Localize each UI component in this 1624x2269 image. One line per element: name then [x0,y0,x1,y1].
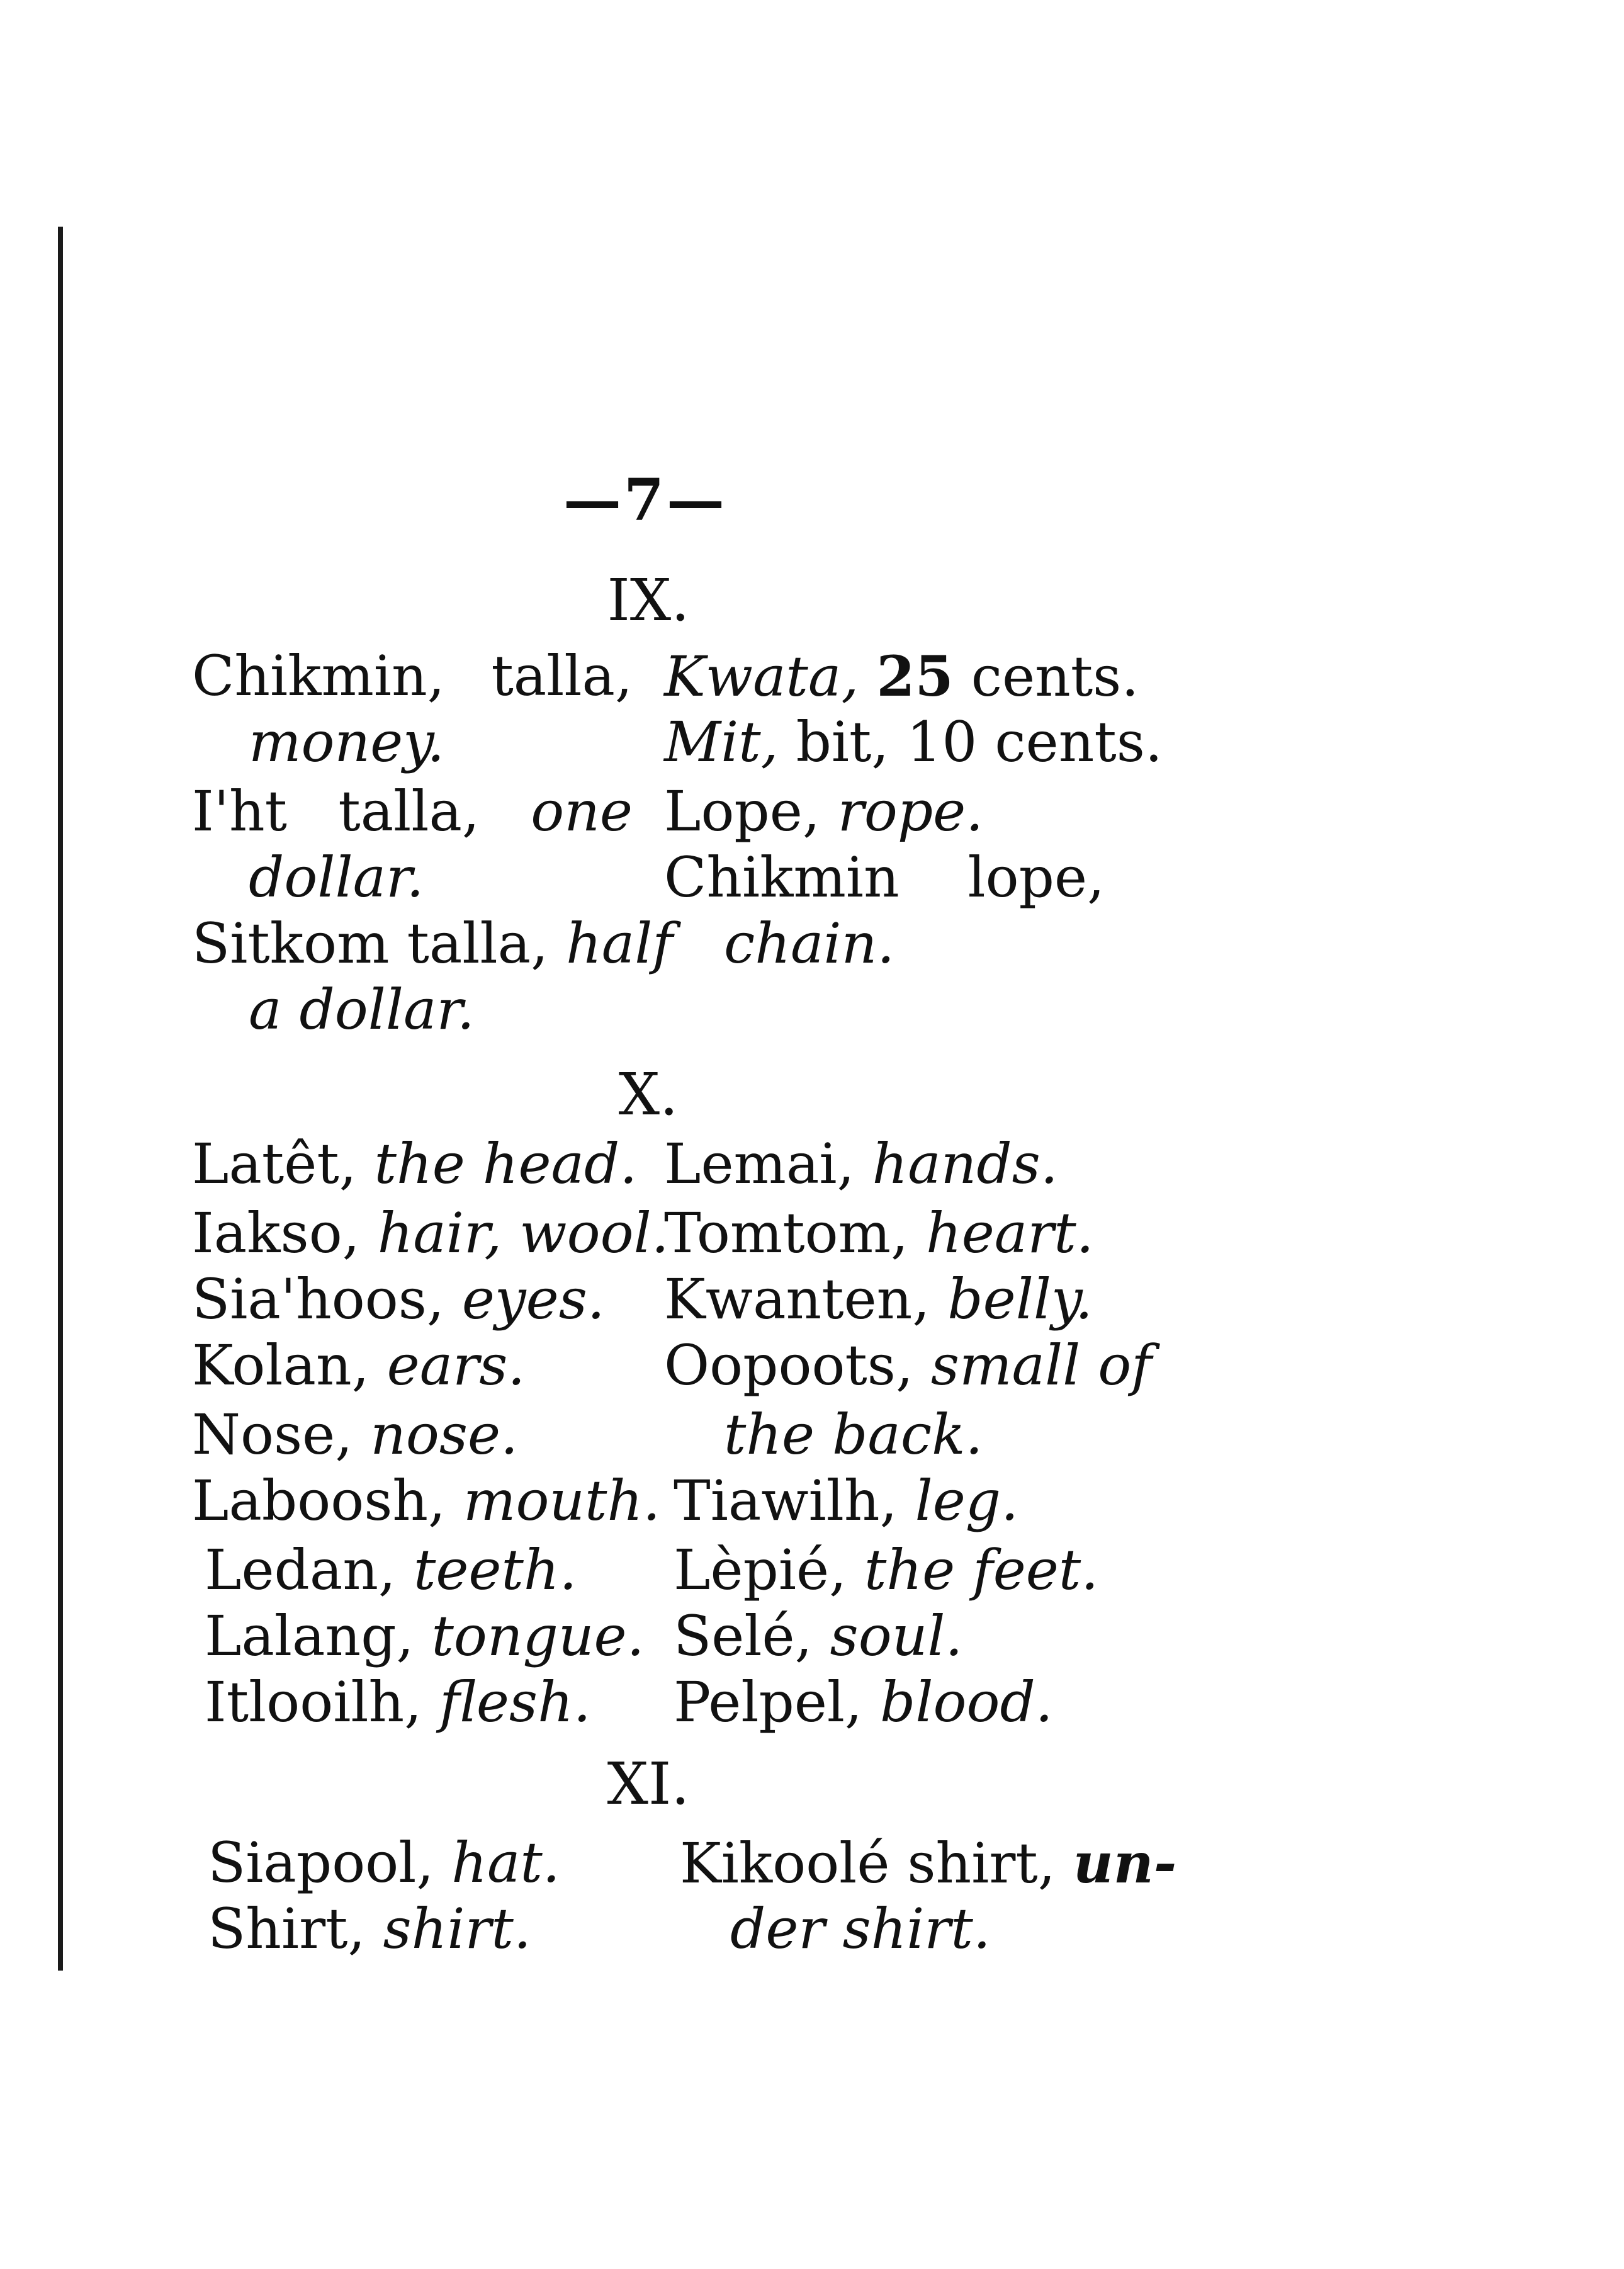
gloss-dollar: dollar. [249,845,424,910]
entry-kolan: Kolan, ears. [192,1333,526,1398]
entry-lemai: Lemai, hands. [664,1131,1058,1196]
entry-mit: Mit, bit, 10 cents. [664,710,1163,774]
entry-sele: Selé, soul. [674,1604,963,1668]
entry-oopoots: Oopoots, small of [664,1333,1152,1398]
entry-latet: Latêt, the head. [192,1131,638,1196]
entry-kwanten: Kwanten, belly. [664,1267,1093,1332]
entry-siahoos: Sia'hoos, eyes. [192,1267,605,1332]
entry-iht-talla: I'ht talla, one [192,779,633,844]
entry-lalang: Lalang, tongue. [205,1604,645,1668]
entry-tomtom: Tomtom, heart. [664,1201,1094,1265]
gloss-under-shirt: der shirt. [730,1896,991,1961]
gloss-chain: chain. [724,911,895,976]
entry-tiawilh: Tiawilh, leg. [674,1468,1019,1533]
page-number: —7— [563,466,727,534]
entry-itlooilh: Itlooilh, flesh. [205,1670,591,1734]
entry-pelpel: Pelpel, blood. [674,1670,1053,1734]
entry-chikmin-talla: Chikmin, talla, [192,643,633,708]
gloss-money: money. [249,710,445,774]
entry-laboosh: Laboosh, mouth. [192,1468,661,1533]
entry-lepie: Lèpié, the feet. [674,1537,1099,1602]
gloss-a-dollar: a dollar. [249,977,475,1042]
entry-kikoole-shirt: Kikoolé shirt, un- [680,1830,1177,1896]
gloss-the-back: the back. [724,1402,983,1467]
entry-shirt: Shirt, shirt. [208,1896,531,1961]
section-heading-x: X. [618,1061,679,1128]
entry-ledan: Ledan, teeth. [205,1537,577,1602]
entry-iakso: Iakso, hair, wool. [192,1201,669,1265]
entry-sitkom-talla: Sitkom talla, half [192,911,673,976]
entry-kwata: Kwata, 25 cents. [664,643,1139,709]
entry-lope: Lope, rope. [664,779,984,844]
entry-siapool: Siapool, hat. [208,1830,560,1895]
section-heading-xi: XI. [607,1750,690,1818]
entry-nose: Nose, nose. [192,1402,519,1467]
section-heading-ix: IX. [607,567,690,634]
entry-chikmin-lope: Chikmin lope, [664,845,1105,910]
